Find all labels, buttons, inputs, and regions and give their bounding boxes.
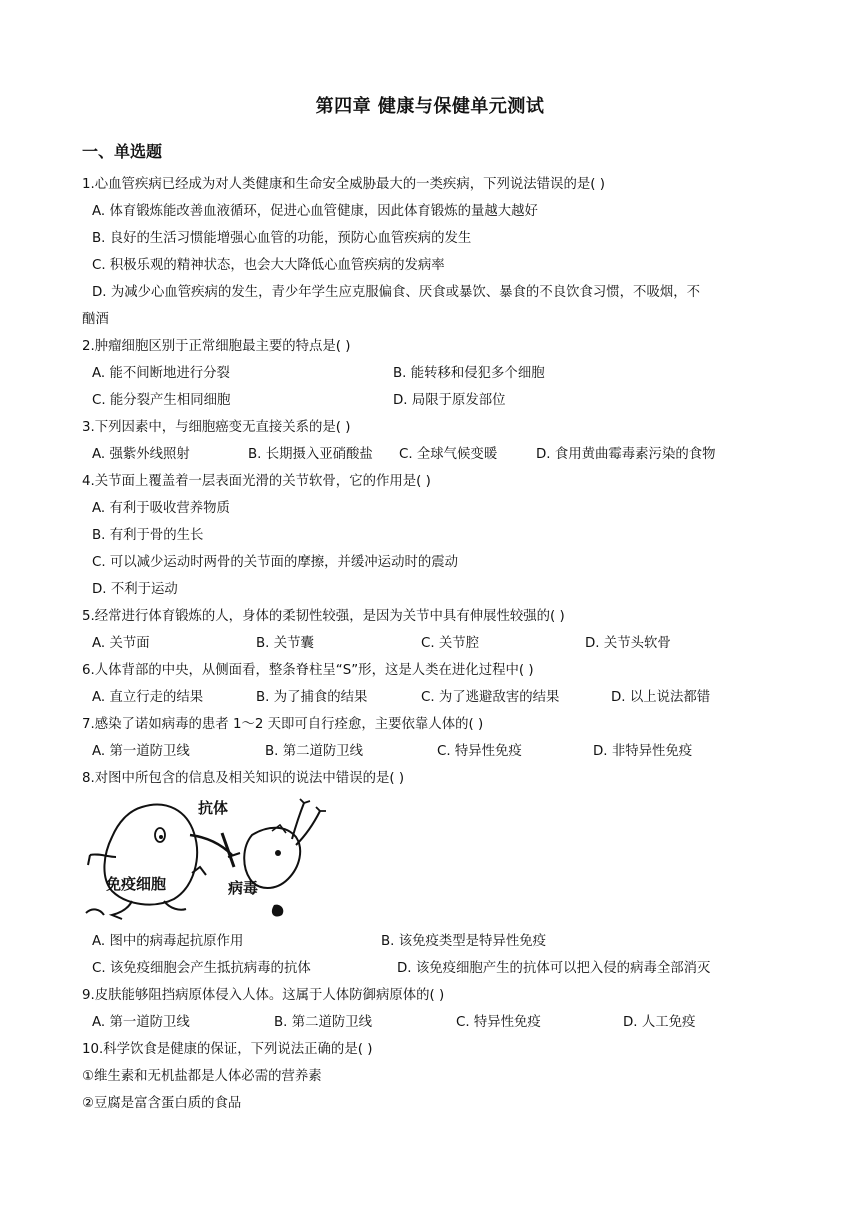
question-6-option-d: D. 以上说法都错 <box>611 690 711 705</box>
question-7-option-a: A. 第一道防卫线 <box>92 744 190 759</box>
page-title: 第四章 健康与保健单元测试 <box>315 96 545 117</box>
question-9-option-d: D. 人工免疫 <box>623 1015 696 1030</box>
figure-label-antibody: 抗体 <box>198 799 229 817</box>
question-8-option-c: C. 该免疫细胞会产生抵抗病毒的抗体 <box>92 961 311 976</box>
question-3-option-b: B. 长期摄入亚硝酸盐 <box>248 447 373 462</box>
question-10-statement-1: ①维生素和无机盐都是人体必需的营养素 <box>82 1069 322 1084</box>
question-7-option-c: C. 特异性免疫 <box>437 744 522 759</box>
question-1-option-c: C. 积极乐观的精神状态，也会大大降低心血管疾病的发病率 <box>92 258 445 273</box>
question-4-option-d: D. 不利于运动 <box>92 582 178 597</box>
question-1-option-a: A. 体育锻炼能改善血液循环，促进心血管健康，因此体育锻炼的量越大越好 <box>92 204 538 219</box>
immune-cell-eye <box>155 828 165 842</box>
question-2-option-d: D. 局限于原发部位 <box>393 393 506 408</box>
question-8-stem: 8.对图中所包含的信息及相关知识的说法中错误的是( ) <box>82 771 405 786</box>
question-6-option-a: A. 直立行走的结果 <box>92 690 204 705</box>
figure-label-virus: 病毒 <box>228 879 259 897</box>
question-5-option-b: B. 关节囊 <box>256 636 314 651</box>
question-8-option-d: D. 该免疫细胞产生的抗体可以把入侵的病毒全部消灭 <box>397 961 711 976</box>
question-7-stem: 7.感染了诺如病毒的患者 1～2 天即可自行痊愈，主要依靠人体的( ) <box>82 717 484 732</box>
question-7-option-b: B. 第二道防卫线 <box>265 744 364 759</box>
question-9-stem: 9.皮肤能够阻挡病原体侵入人体。这属于人体防御病原体的( ) <box>82 988 445 1003</box>
figure-label-immune-cell: 免疫细胞 <box>106 875 167 893</box>
question-4-option-b: B. 有利于骨的生长 <box>92 528 204 543</box>
question-7-option-d: D. 非特异性免疫 <box>593 744 693 759</box>
section-heading: 一、单选题 <box>82 142 163 161</box>
question-8-option-b: B. 该免疫类型是特异性免疫 <box>381 934 546 949</box>
question-1-stem: 1.心血管疾病已经成为对人类健康和生命安全威胁最大的一类疾病，下列说法错误的是( ) <box>82 177 605 192</box>
question-8-option-a: A. 图中的病毒起抗原作用 <box>92 934 244 949</box>
question-5-option-d: D. 关节头软骨 <box>585 636 671 651</box>
immune-cell-antibody-virus-figure <box>82 795 332 925</box>
question-6-stem: 6.人体背部的中央，从侧面看，整条脊柱呈“S”形，这是人类在进化过程中( ) <box>82 663 534 678</box>
question-4-option-c: C. 可以减少运动时两骨的关节面的摩擦，并缓冲运动时的震动 <box>92 555 459 570</box>
question-3-option-d: D. 食用黄曲霉毒素污染的食物 <box>536 447 716 462</box>
question-9-option-c: C. 特异性免疫 <box>456 1015 541 1030</box>
question-2-stem: 2.肿瘤细胞区别于正常细胞最主要的特点是( ) <box>82 339 351 354</box>
question-5-option-a: A. 关节面 <box>92 636 150 651</box>
question-9-option-b: B. 第二道防卫线 <box>274 1015 373 1030</box>
question-2-option-c: C. 能分裂产生相同细胞 <box>92 393 231 408</box>
antibody-stick <box>222 833 234 867</box>
question-5-option-c: C. 关节腔 <box>421 636 480 651</box>
question-1-option-d-continued: 酗酒 <box>82 312 109 327</box>
question-3-stem: 3.下列因素中，与细胞癌变无直接关系的是( ) <box>82 420 351 435</box>
question-5-stem: 5.经常进行体育锻炼的人，身体的柔韧性较强，是因为关节中具有伸展性较强的( ) <box>82 609 565 624</box>
question-6-option-b: B. 为了捕食的结果 <box>256 690 368 705</box>
virus-arm <box>292 803 304 839</box>
question-2-option-a: A. 能不间断地进行分裂 <box>92 366 230 381</box>
question-1-option-b: B. 良好的生活习惯能增强心血管的功能，预防心血管疾病的发生 <box>92 231 472 246</box>
question-9-option-a: A. 第一道防卫线 <box>92 1015 190 1030</box>
question-2-option-b: B. 能转移和侵犯多个细胞 <box>393 366 545 381</box>
question-10-stem: 10.科学饮食是健康的保证，下列说法正确的是( ) <box>82 1042 373 1057</box>
immune-cell-leg <box>112 901 132 919</box>
question-10-statement-2: ②豆腐是富含蛋白质的食品 <box>82 1096 242 1111</box>
question-3-option-c: C. 全球气候变暖 <box>399 447 498 462</box>
question-3-option-a: A. 强紫外线照射 <box>92 447 190 462</box>
question-4-stem: 4.关节面上覆盖着一层表面光滑的关节软骨，它的作用是( ) <box>82 474 431 489</box>
question-4-option-a: A. 有利于吸收营养物质 <box>92 501 230 516</box>
question-6-option-c: C. 为了逃避敌害的结果 <box>421 690 560 705</box>
question-1-option-d: D. 为减少心血管疾病的发生，青少年学生应克服偏食、厌食或暴饮、暴食的不良饮食习惯，不吸烟，不 <box>92 285 701 300</box>
